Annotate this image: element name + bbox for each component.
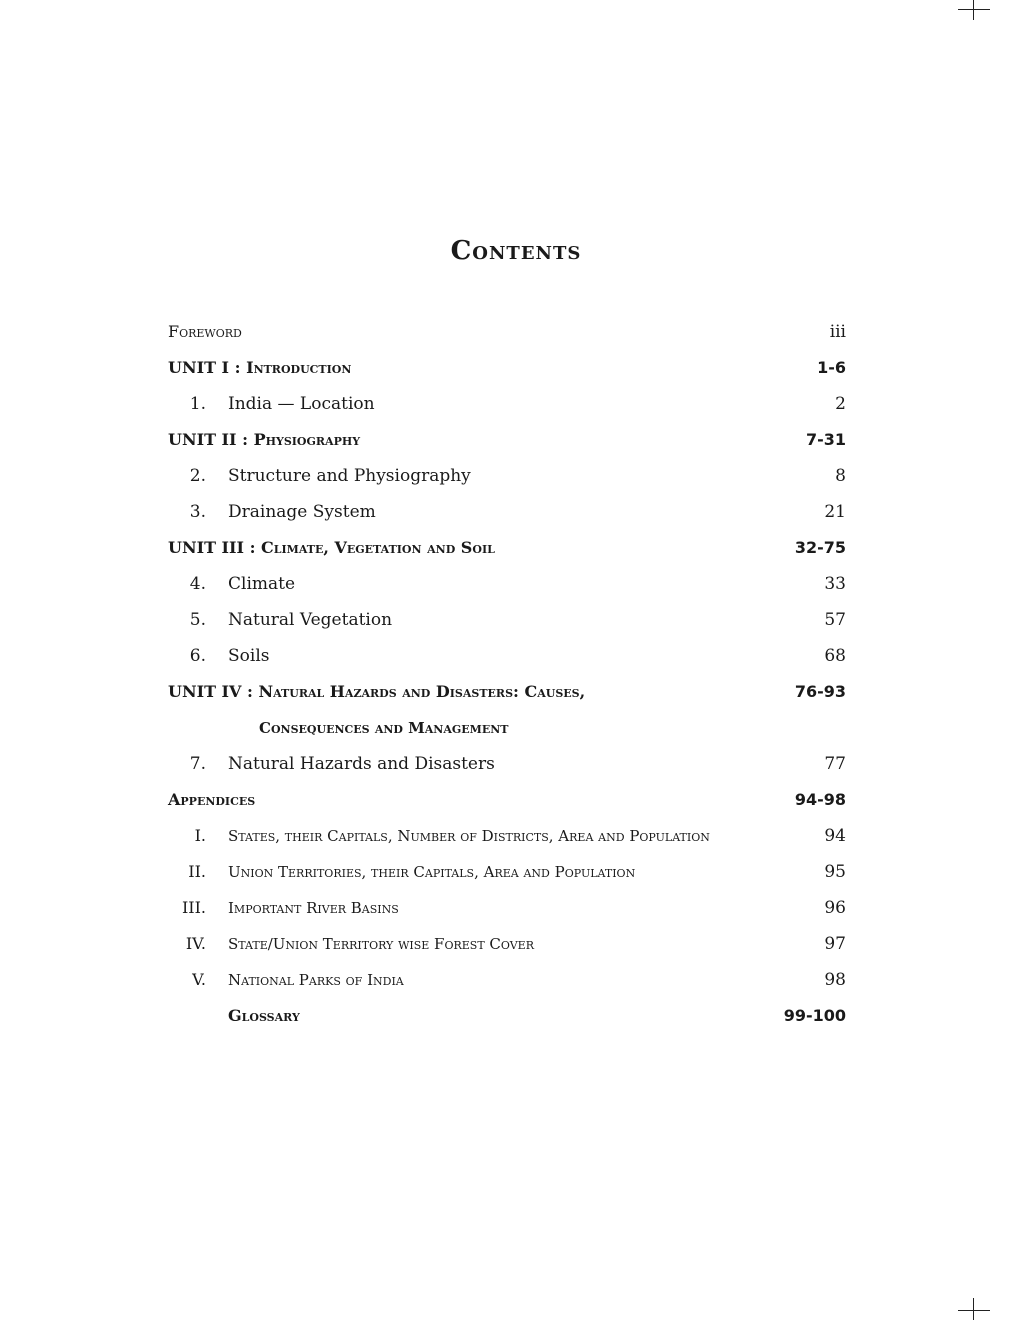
crop-mark-top-horizontal: [958, 9, 990, 10]
toc-appendix-3[interactable]: [168, 890, 846, 926]
toc-unit-4[interactable]: [168, 674, 846, 710]
toc-unit-3[interactable]: [168, 530, 846, 566]
unit-heading: [168, 422, 360, 458]
unit-name: Physiography: [253, 430, 361, 449]
chapter-page: 77: [824, 754, 846, 774]
unit-heading: [168, 350, 351, 386]
chapter-title: India — Location: [228, 394, 375, 414]
toc-appendix-1[interactable]: [168, 818, 846, 854]
unit-number: UNIT IV: [168, 682, 242, 701]
unit-heading: [168, 530, 495, 566]
chapter-number: 4.: [189, 574, 206, 594]
appendix-number: I.: [194, 826, 206, 845]
toc-chapter-5[interactable]: [168, 602, 846, 638]
chapter-number: 6.: [189, 646, 206, 666]
toc-appendix-2[interactable]: [168, 854, 846, 890]
unit-name: Climate, Vegetation and Soil: [261, 538, 495, 557]
unit-name: Natural Hazards and Disasters: Causes,: [258, 682, 586, 701]
appendices-pages: 94-98: [794, 790, 846, 809]
chapter-page: 57: [824, 610, 846, 630]
unit-pages: 76-93: [794, 682, 846, 701]
toc-chapter-2[interactable]: [168, 458, 846, 494]
crop-mark-bottom-vertical: [973, 1298, 974, 1320]
crop-mark-top-vertical: [973, 0, 974, 20]
chapter-title: Structure and Physiography: [228, 466, 471, 486]
unit-name-continuation: Consequences and Management: [259, 719, 509, 737]
toc-unit-4-continuation: [168, 710, 846, 746]
page-title: Contents: [450, 236, 582, 266]
unit-separator: :: [241, 682, 259, 701]
chapter-number: 5.: [189, 610, 206, 630]
chapter-number: 2.: [189, 466, 206, 486]
chapter-title: Drainage System: [228, 502, 376, 522]
appendix-page: 95: [824, 862, 846, 882]
unit-number: UNIT II: [168, 430, 237, 449]
chapter-page: 8: [835, 466, 846, 486]
toc-appendix-4[interactable]: [168, 926, 846, 962]
appendix-page: 97: [824, 934, 846, 954]
appendix-title: States, their Capitals, Number of Districts, Area and Population: [228, 827, 710, 845]
foreword-page: iii: [829, 322, 846, 342]
toc-unit-1[interactable]: [168, 350, 846, 386]
toc-glossary[interactable]: [168, 998, 846, 1034]
appendix-title: Union Territories, their Capitals, Area and Population: [228, 863, 636, 881]
appendix-title: State/Union Territory wise Forest Cover: [228, 935, 534, 953]
toc-chapter-3[interactable]: [168, 494, 846, 530]
chapter-page: 33: [824, 574, 846, 594]
crop-mark-bottom-horizontal: [958, 1310, 990, 1311]
chapter-page: 21: [824, 502, 846, 522]
chapter-page: 2: [835, 394, 846, 414]
toc-chapter-6[interactable]: [168, 638, 846, 674]
table-of-contents: [168, 314, 846, 1034]
appendix-number: V.: [192, 970, 206, 989]
unit-number: UNIT I: [168, 358, 230, 377]
appendix-number: II.: [188, 862, 206, 881]
appendices-label: Appendices: [168, 790, 256, 809]
toc-chapter-1[interactable]: [168, 386, 846, 422]
appendix-number: IV.: [185, 934, 206, 953]
appendix-page: 94: [824, 826, 846, 846]
toc-appendices[interactable]: [168, 782, 846, 818]
unit-pages: 1-6: [817, 358, 846, 377]
appendix-number: III.: [181, 898, 206, 917]
toc-foreword[interactable]: [168, 314, 846, 350]
appendix-page: 98: [824, 970, 846, 990]
unit-number: UNIT III: [168, 538, 244, 557]
appendix-page: 96: [824, 898, 846, 918]
foreword-label: Foreword: [168, 322, 242, 341]
toc-unit-2[interactable]: [168, 422, 846, 458]
unit-separator: :: [244, 538, 262, 557]
unit-separator: :: [236, 430, 254, 449]
chapter-page: 68: [824, 646, 846, 666]
unit-pages: 32-75: [794, 538, 846, 557]
glossary-label: Glossary: [228, 1006, 300, 1025]
chapter-number: 3.: [189, 502, 206, 522]
toc-chapter-4[interactable]: [168, 566, 846, 602]
chapter-title: Soils: [228, 646, 270, 666]
toc-appendix-5[interactable]: [168, 962, 846, 998]
chapter-number: 1.: [189, 394, 206, 414]
appendix-title: Important River Basins: [228, 899, 399, 917]
unit-name: Introduction: [246, 358, 352, 377]
appendix-title: National Parks of India: [228, 971, 404, 989]
chapter-title: Natural Hazards and Disasters: [228, 754, 495, 774]
unit-separator: :: [229, 358, 247, 377]
chapter-number: 7.: [189, 754, 206, 774]
unit-heading: [168, 674, 585, 710]
chapter-title: Natural Vegetation: [228, 610, 393, 630]
toc-chapter-7[interactable]: [168, 746, 846, 782]
glossary-pages: 99-100: [783, 1006, 846, 1025]
chapter-title: Climate: [228, 574, 296, 594]
unit-pages: 7-31: [805, 430, 846, 449]
